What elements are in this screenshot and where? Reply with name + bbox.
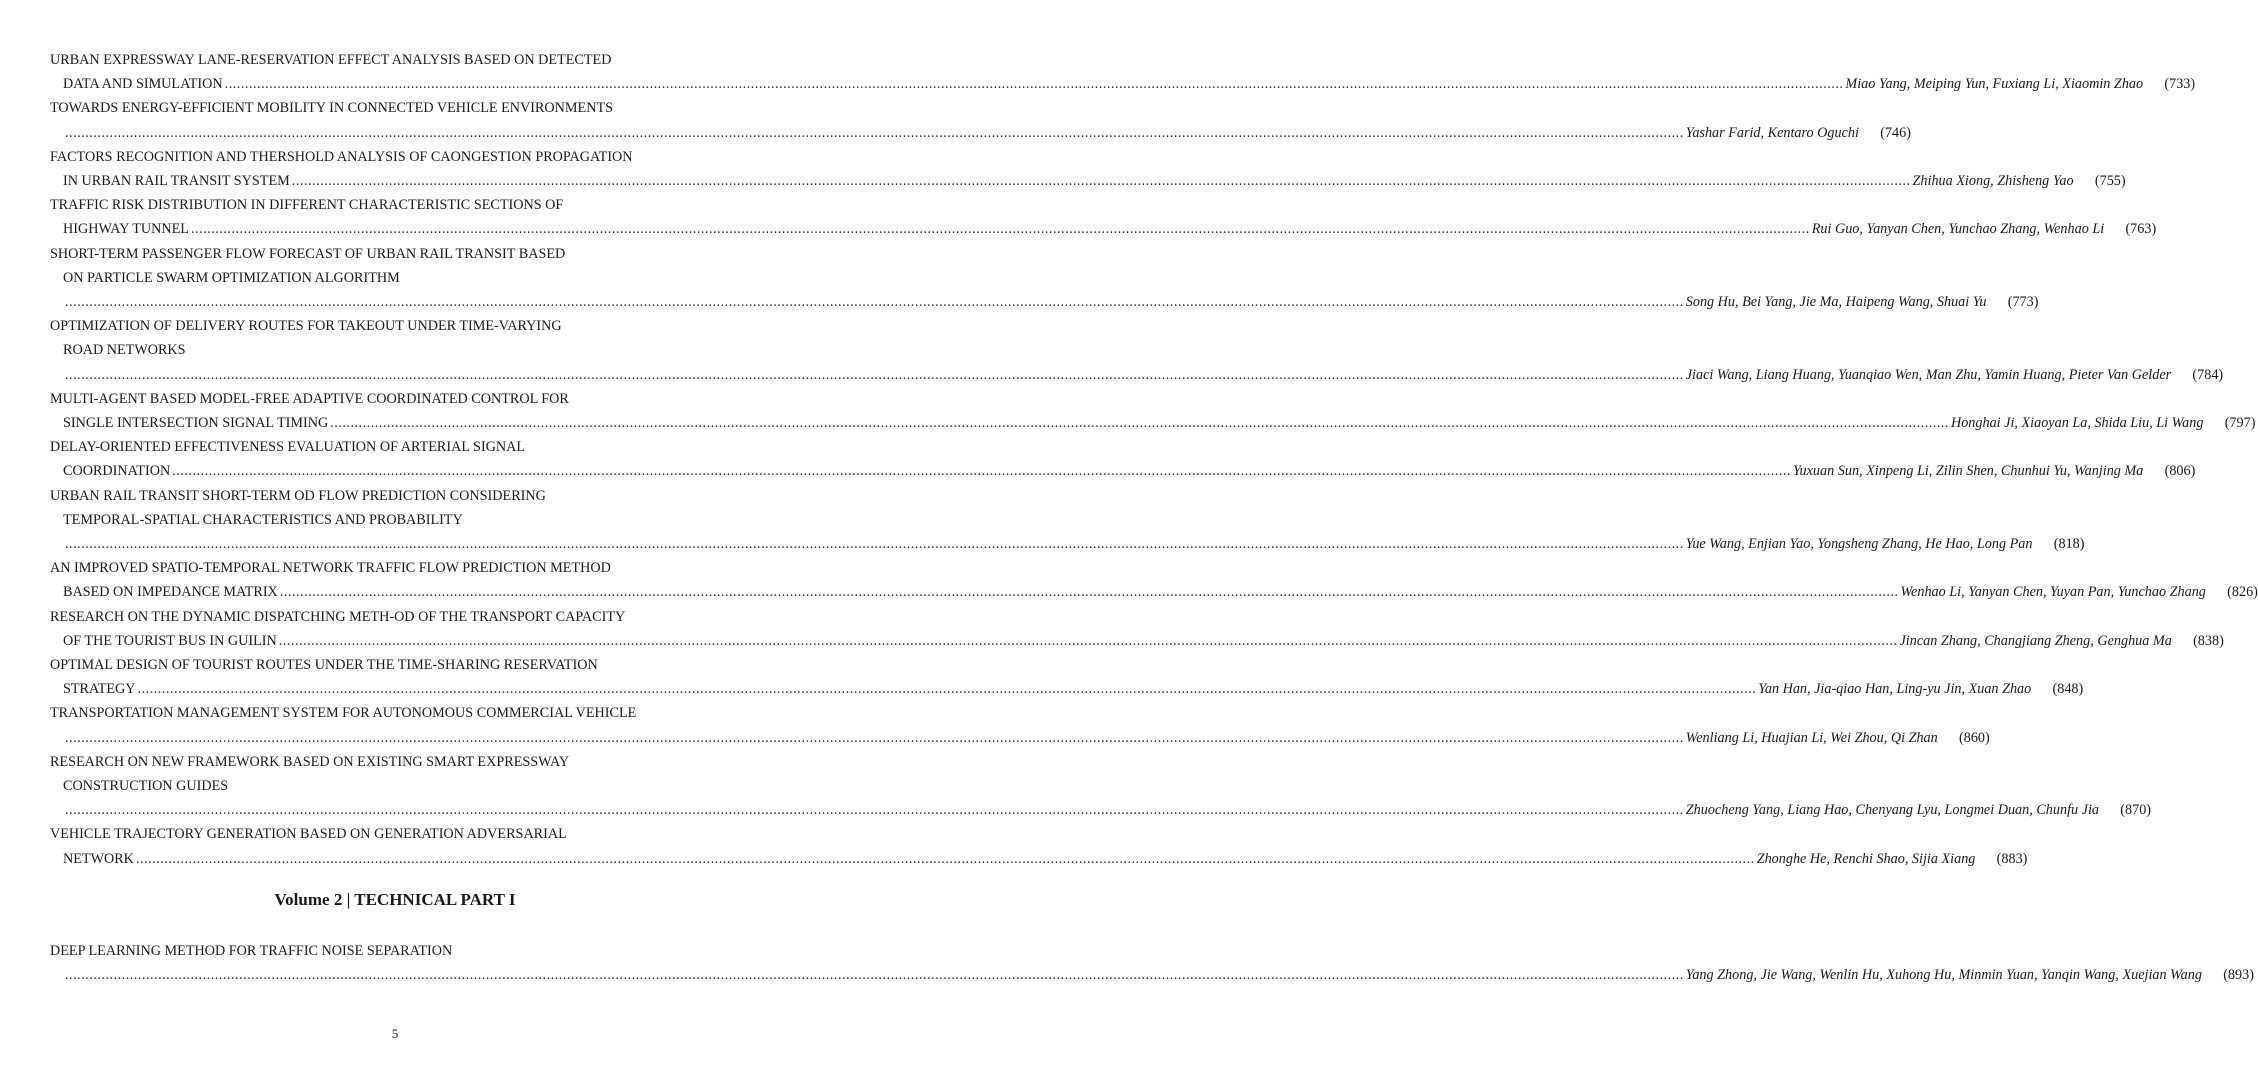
toc-entry-page: (826) — [2227, 584, 2258, 601]
toc-title-line: MULTI-AGENT BASED MODEL-FREE ADAPTIVE COORDINATED CONTROL FOR — [50, 390, 569, 407]
toc-title-line: OPTIMIZATION OF DELIVERY ROUTES FOR TAKEOUT UNDER TIME-VARYING — [50, 318, 562, 335]
toc-title-line: TEMPORAL-SPATIAL CHARACTERISTICS AND PROBABILITY — [63, 511, 463, 528]
toc-entry-authors: Yue Wang, Enjian Yao, Yongsheng Zhang, He Hao, Long Pan — [1685, 536, 2033, 552]
toc-entry-authors: Zhuocheng Yang, Liang Hao, Chenyang Lyu, Longmei Duan, Chunfu Jia — [1685, 802, 2100, 819]
toc-title-line: AN IMPROVED SPATIO-TEMPORAL NETWORK TRAFFIC FLOW PREDICTION METHOD — [50, 560, 611, 577]
toc-entry-line — [63, 847, 2028, 871]
toc-entry-line — [63, 459, 2196, 483]
toc-entry-page: (763) — [2125, 221, 2157, 238]
toc-entry-authors: Wenhao Li, Yanyan Chen, Yuyan Pan, Yunchao Zhang — [1900, 584, 2206, 601]
toc-entry-page: (746) — [1880, 124, 1911, 141]
section-heading: Volume 2 | TECHNICAL PART I — [274, 890, 516, 909]
leader-dots: ................................................................................................................................................................................................................................................................................................................................................................................................................ — [65, 366, 1684, 383]
toc-entry-page: (784) — [2192, 366, 2224, 383]
toc-entry-authors: Zhihua Xiong, Zhisheng Yao — [1912, 173, 2074, 189]
toc-entry-title: IN URBAN RAIL TRANSIT SYSTEM — [63, 173, 290, 189]
toc-entry-line — [63, 726, 1990, 750]
toc-title-line: TRANSPORTATION MANAGEMENT SYSTEM FOR AUTONOMOUS COMMERCIAL VEHICLE — [50, 705, 637, 722]
toc-entry-title: HIGHWAY TUNNEL — [63, 221, 189, 238]
toc-entry-authors: Jincan Zhang, Changjiang Zheng, Genghua Ma — [1899, 632, 2172, 649]
toc-entry-page: (883) — [1996, 850, 2028, 867]
leader-dots: ................................................................................................................................................................................................................................................................................................................................................................................................................ — [224, 76, 1844, 93]
toc-title-line: DELAY-ORIENTED EFFECTIVENESS EVALUATION OF ARTERIAL SIGNAL — [50, 439, 526, 456]
leader-dots: ................................................................................................................................................................................................................................................................................................................................................................................................................ — [65, 967, 1684, 984]
toc-entry-page: (818) — [2053, 536, 2085, 552]
toc-title-line: ROAD NETWORKS — [63, 342, 186, 359]
leader-dots: ................................................................................................................................................................................................................................................................................................................................................................................................................ — [65, 536, 1684, 552]
toc-title-line: TRAFFIC RISK DISTRIBUTION IN DIFFERENT CHARACTERISTIC SECTIONS OF — [50, 197, 564, 214]
toc-title-line: URBAN EXPRESSWAY LANE-RESERVATION EFFECT ANALYSIS BASED ON DETECTED — [50, 52, 612, 68]
toc-entry-authors: Yashar Farid, Kentaro Oguchi — [1685, 124, 1859, 141]
toc-entry-authors: Miao Yang, Meiping Yun, Fuxiang Li, Xiaomin Zhao — [1845, 76, 2144, 93]
toc-entry-title: STRATEGY — [63, 681, 136, 698]
leader-dots: ................................................................................................................................................................................................................................................................................................................................................................................................................ — [330, 415, 1949, 431]
toc-entry-page: (773) — [2007, 294, 2039, 310]
toc-entry-line — [63, 798, 2152, 822]
toc-entry-authors: Yang Zhong, Jie Wang, Wenlin Hu, Xuhong Hu, Minmin Yuan, Yanqin Wang, Xuejian Wang — [1685, 967, 2202, 984]
leader-dots: ................................................................................................................................................................................................................................................................................................................................................................................................................ — [278, 632, 1898, 649]
toc-title-line: OPTIMAL DESIGN OF TOURIST ROUTES UNDER THE TIME-SHARING RESERVATION — [50, 657, 598, 673]
leader-dots: ................................................................................................................................................................................................................................................................................................................................................................................................................ — [65, 729, 1684, 746]
toc-entry-title: OF THE TOURIST BUS IN GUILIN — [63, 632, 277, 649]
toc-title-line: SHORT-TERM PASSENGER FLOW FORECAST OF URBAN RAIL TRANSIT BASED — [50, 245, 566, 262]
toc-entry-title: BASED ON IMPEDANCE MATRIX — [63, 584, 278, 601]
leader-dots: ................................................................................................................................................................................................................................................................................................................................................................................................................ — [65, 802, 1684, 819]
toc-entry-line — [63, 121, 1911, 145]
toc-entry-line — [63, 677, 2084, 701]
toc-entry-page: (797) — [2224, 415, 2256, 431]
toc-entry-page: (838) — [2193, 632, 2224, 649]
toc-entry-authors: Song Hu, Bei Yang, Jie Ma, Haipeng Wang, Shuai Yu — [1685, 294, 1987, 310]
toc-entry-authors: Jiaci Wang, Liang Huang, Yuanqiao Wen, Man Zhu, Yamin Huang, Pieter Van Gelder — [1685, 366, 2172, 383]
toc-entry-line — [63, 290, 2039, 314]
toc-entry-page: (806) — [2164, 463, 2196, 480]
leader-dots: ................................................................................................................................................................................................................................................................................................................................................................................................................ — [135, 850, 1755, 867]
toc-title-line: VEHICLE TRAJECTORY GENERATION BASED ON GENERATION ADVERSARIAL — [50, 826, 567, 843]
toc-entry-authors: Yan Han, Jia-qiao Han, Ling-yu Jin, Xuan Zhao — [1758, 681, 2032, 698]
toc-entry-line — [63, 963, 2254, 987]
toc-entry-line — [63, 629, 2224, 653]
leader-dots: ................................................................................................................................................................................................................................................................................................................................................................................................................ — [279, 584, 1899, 601]
leader-dots: ................................................................................................................................................................................................................................................................................................................................................................................................................ — [291, 173, 1911, 189]
toc-title-line: RESEARCH ON NEW FRAMEWORK BASED ON EXISTING SMART EXPRESSWAY — [50, 753, 570, 770]
toc-entry-line — [63, 580, 2258, 604]
toc-entry-title: NETWORK — [63, 850, 134, 867]
toc-title-line: FACTORS RECOGNITION AND THERSHOLD ANALYSIS OF CAONGESTION PROPAGATION — [50, 148, 633, 165]
page-number: 5 — [391, 1026, 399, 1041]
toc-entry-page: (733) — [2164, 76, 2196, 93]
leader-dots: ................................................................................................................................................................................................................................................................................................................................................................................................................ — [172, 463, 1791, 480]
toc-entry-page: (755) — [2094, 173, 2126, 189]
leader-dots: ................................................................................................................................................................................................................................................................................................................................................................................................................ — [190, 221, 1810, 238]
toc-title-line: CONSTRUCTION GUIDES — [63, 778, 229, 794]
leader-dots: ................................................................................................................................................................................................................................................................................................................................................................................................................ — [137, 681, 1757, 698]
toc-entry-line — [63, 169, 2126, 193]
toc-title-line: URBAN RAIL TRANSIT SHORT-TERM OD FLOW PREDICTION CONSIDERING — [50, 487, 546, 504]
leader-dots: ................................................................................................................................................................................................................................................................................................................................................................................................................ — [65, 124, 1684, 141]
toc-title-line: ON PARTICLE SWARM OPTIMIZATION ALGORITHM — [63, 269, 400, 286]
toc-entry-line — [63, 411, 2256, 435]
toc-entry-line — [63, 363, 2224, 387]
toc-entry-authors: Wenliang Li, Huajian Li, Wei Zhou, Qi Zhan — [1685, 729, 1938, 746]
toc-entry-title: COORDINATION — [63, 463, 171, 480]
toc-entry-page: (893) — [2223, 967, 2254, 984]
toc-entry-page: (860) — [1959, 729, 1990, 746]
leader-dots: ................................................................................................................................................................................................................................................................................................................................................................................................................ — [65, 294, 1684, 310]
toc-entry-line — [63, 532, 2085, 556]
toc-entry-title: DATA AND SIMULATION — [63, 76, 223, 93]
toc-entry-title: SINGLE INTERSECTION SIGNAL TIMING — [63, 415, 329, 431]
toc-title-line: DEEP LEARNING METHOD FOR TRAFFIC NOISE SEPARATION — [50, 943, 453, 959]
toc-entry-authors: Yuxuan Sun, Xinpeng Li, Zilin Shen, Chunhui Yu, Wanjing Ma — [1792, 463, 2144, 480]
toc-title-line: TOWARDS ENERGY-EFFICIENT MOBILITY IN CONNECTED VEHICLE ENVIRONMENTS — [50, 100, 614, 117]
toc-entry-authors: Rui Guo, Yanyan Chen, Yunchao Zhang, Wenhao Li — [1811, 221, 2105, 238]
toc-entry-authors: Zhonghe He, Renchi Shao, Sijia Xiang — [1756, 850, 1976, 867]
toc-entry-line — [63, 72, 2196, 96]
toc-title-line: RESEARCH ON THE DYNAMIC DISPATCHING METH-OD OF THE TRANSPORT CAPACITY — [50, 608, 626, 625]
toc-entry-page: (870) — [2120, 802, 2152, 819]
toc-entry-line — [63, 217, 2157, 241]
toc-entry-page: (848) — [2052, 681, 2084, 698]
toc-entry-authors: Honghai Ji, Xiaoyan La, Shida Liu, Li Wang — [1950, 415, 2204, 431]
